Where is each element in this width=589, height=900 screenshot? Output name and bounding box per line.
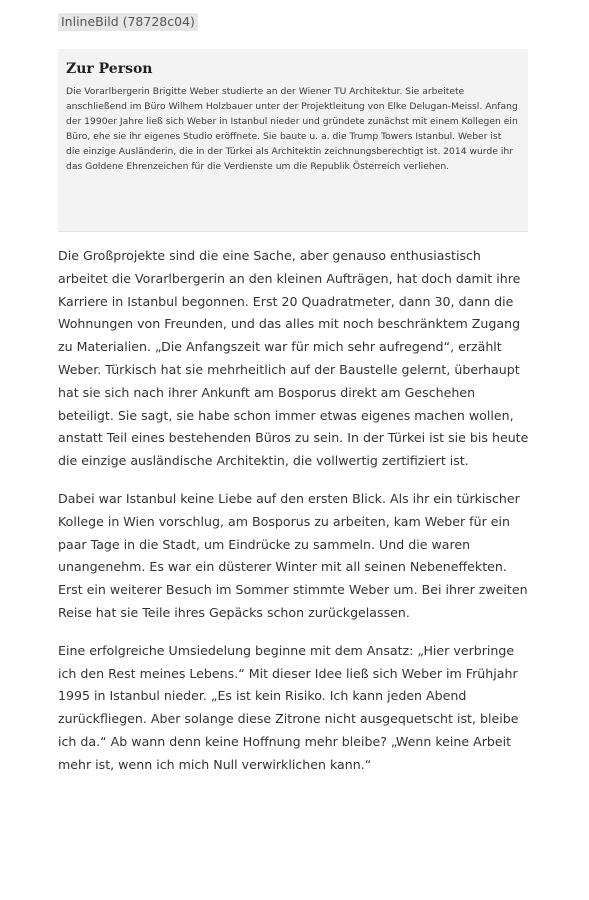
about-person-text: Die Vorarlbergerin Brigitte Weber studierte an der Wiener TU Architektur. Sie arbeitete anschließend im Büro Wilhem Holzbauer unter der Projektleitung von Elke Delugan-Meissl. Anfang der 1990er Jahre ließ sich Weber in Istanbul nieder und gründete zunächst mit einem Kollegen ein Büro, ehe sie ihr eigenes Studio eröffnete. Sie baute u. a. die Trump Towers Istanbul. Weber ist die einzige Ausländerin, die in der Türkei als Architektin zeichnungsberechtigt ist. 2014 wurde ihr das Goldene Ehrenzeichen für die Verdienste um die Republik Österreich verliehen.: [66, 86, 518, 172]
inline-image-placeholder: InlineBild (78728c04): [58, 13, 198, 31]
article-paragraph: Dabei war Istanbul keine Liebe auf den ersten Blick. Als ihr ein türkischer Kollege in Wien vorschlug, am Bosporus zu arbeiten, kam Weber für ein paar Tage in die Stadt, um Eindrücke zu sammeln. Und die waren unangenehm. Es war ein düsterer Winter mit all seinen Nebeneffekten. Erst ein weiterer Besuch im Sommer stimmte Weber um. Bei ihrer zweiten Reise hat sie Teile ihres Gepäcks schon zurückgelassen.: [58, 490, 528, 620]
about-person-box: [58, 49, 528, 232]
article-paragraph: Die Großprojekte sind die eine Sache, aber genauso enthusiastisch arbeitet die Vorarlbergerin an den kleinen Aufträgen, hat doch damit ihre Karriere in Istanbul begonnen. Erst 20 Quadratmeter, dann 30, dann die Wohnungen von Freunden, und das alles mit noch beschränktem Zugang zu Materialien. „Die Anfangszeit war für mich sehr aufregend“, erzählt Weber. Türkisch hat sie mehrheitlich auf der Baustelle gelernt, überhaupt hat sie sich nach ihrer Ankunft am Bosporus direkt am Geschehen beteiligt. Sie sagt, sie habe schon immer etwas eigenes machen wollen, anstatt Teil eines bestehenden Büros zu sein. In der Türkei ist sie bis heute die einzige ausländische Architektin, die vollwertig zertifiziert ist.: [58, 248, 529, 469]
article-paragraph: Eine erfolgreiche Umsiedelung beginne mit dem Ansatz: „Hier verbringe ich den Rest meines Lebens.“ Mit dieser Idee ließ sich Weber im Frühjahr 1995 in Istanbul nieder. „Es ist kein Risiko. Ich kann jeden Abend zurückfliegen. Aber solange diese Zitrone nicht ausgequetscht ist, bleibe ich da.“ Ab wann denn keine Hoffnung mehr bleibe? „Wenn keine Arbeit mehr ist, wenn ich mich Null verwirklichen kann.“: [58, 642, 519, 772]
about-person-title: Zur Person: [66, 61, 153, 77]
article-body: [58, 245, 530, 792]
